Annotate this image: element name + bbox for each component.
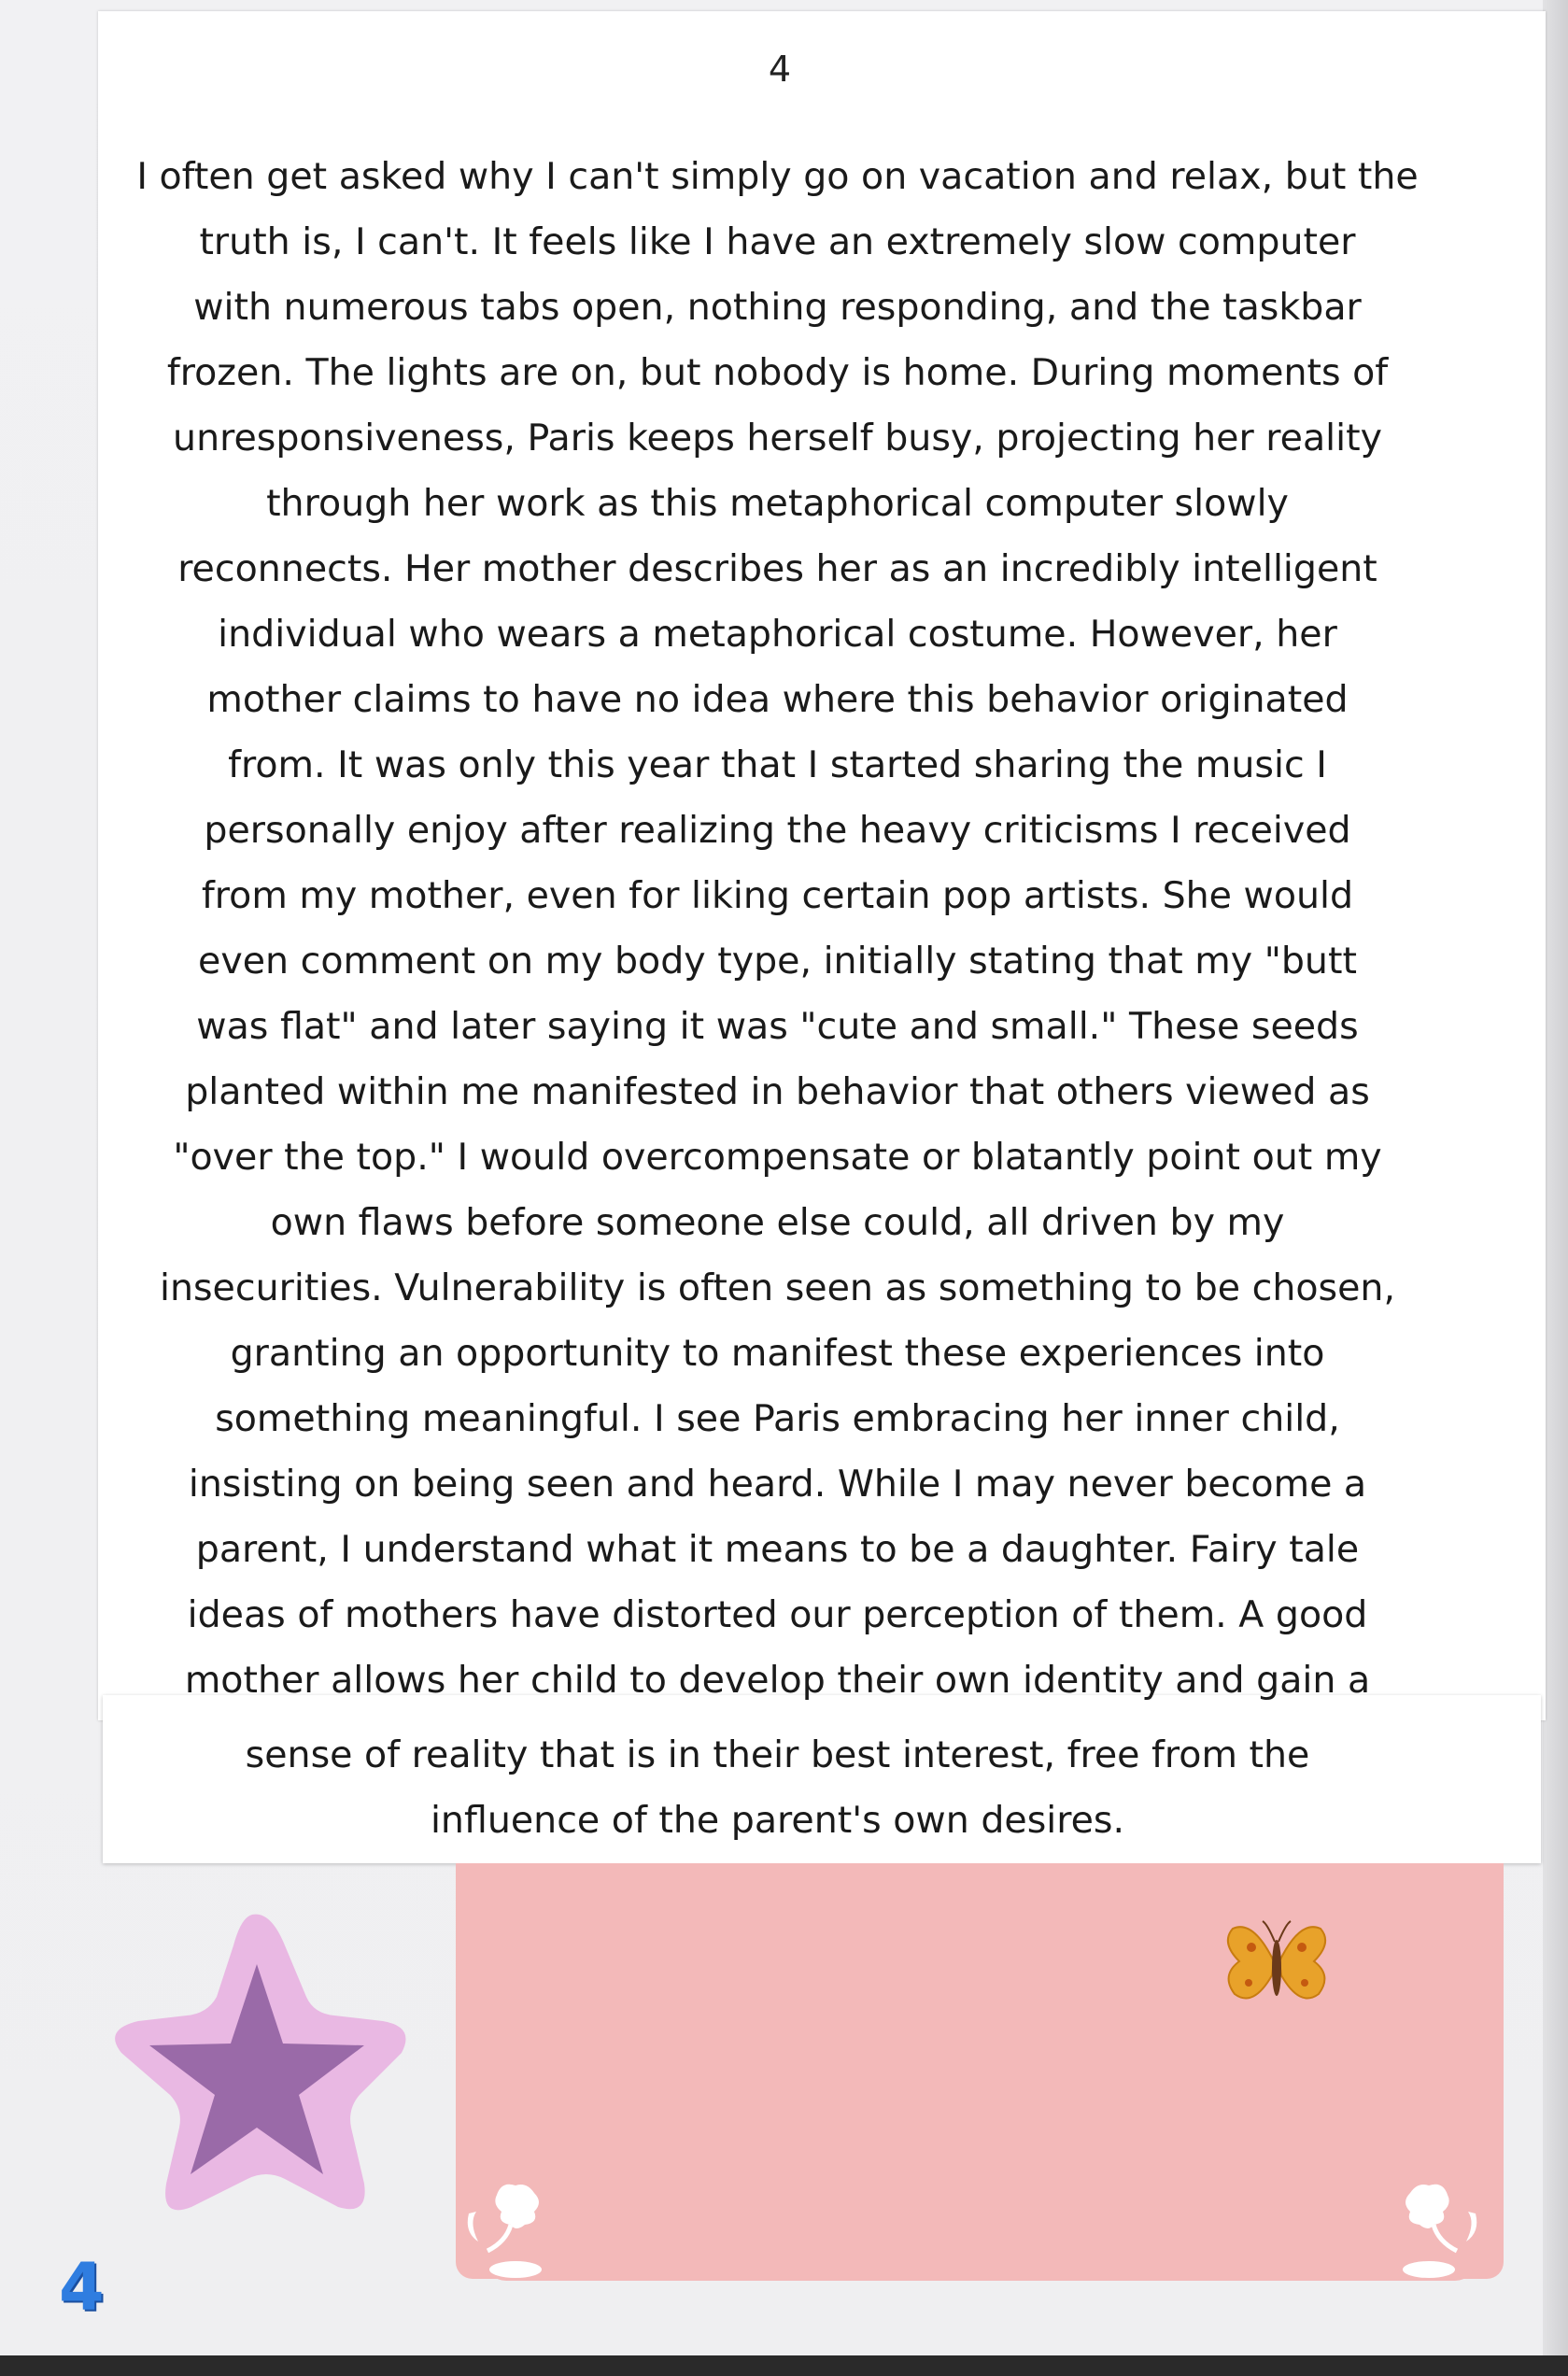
essay-line: individual who wears a metaphorical costume. However, her — [218, 613, 1337, 656]
butterfly-icon — [1216, 1910, 1337, 2022]
page-edge — [1543, 0, 1568, 2376]
essay-line: mother allows her child to develop their own identity and gain a — [184, 1659, 1371, 1702]
essay-line: ideas of mothers have distorted our perception of them. A good — [187, 1593, 1368, 1636]
flower-cutout-icon — [459, 2176, 581, 2288]
essay-line: personally enjoy after realizing the heavy criticisms I received — [204, 809, 1351, 852]
essay-line: insecurities. Vulnerability is often seen as something to be chosen, — [159, 1266, 1396, 1309]
flower-cutout-icon — [1363, 2176, 1485, 2288]
essay-line: reconnects. Her mother describes her as an incredibly intelligent — [177, 547, 1377, 590]
essay-line: truth is, I can't. It feels like I have an extremely slow computer — [199, 220, 1356, 263]
essay-line: unresponsiveness, Paris keeps herself busy, projecting her reality — [173, 417, 1382, 460]
essay-line: sense of reality that is in their best interest, free from the — [245, 1733, 1310, 1776]
essay-text — [103, 144, 1452, 1844]
essay-line: mother claims to have no idea where this behavior originated — [206, 678, 1349, 721]
essay-line: was flat" and later saying it was "cute and small." These seeds — [196, 1005, 1359, 1048]
essay-line: granting an opportunity to manifest these experiences into — [230, 1332, 1325, 1375]
essay-line: "over the top." I would overcompensate or blatantly point out my — [173, 1136, 1382, 1179]
essay-line: from. It was only this year that I started sharing the music I — [228, 743, 1327, 786]
essay-line: I often get asked why I can't simply go on vacation and relax, but the — [136, 155, 1419, 198]
essay-line: influence of the parent's own desires. — [430, 1799, 1125, 1842]
pink-card — [456, 1863, 1504, 2279]
essay-line: planted within me manifested in behavior that others viewed as — [185, 1070, 1370, 1113]
essay-line: through her work as this metaphorical computer slowly — [266, 482, 1289, 525]
essay-line: own flaws before someone else could, all driven by my — [270, 1201, 1285, 1244]
essay-line: insisting on being seen and heard. While I may never become a — [188, 1463, 1367, 1506]
scan-bottom-edge — [0, 2355, 1568, 2376]
essay-line: something meaningful. I see Paris embracing her inner child, — [215, 1397, 1340, 1440]
corner-page-number: 4 — [59, 2249, 105, 2326]
essay-line: frozen. The lights are on, but nobody is home. During moments of — [166, 351, 1389, 394]
essay-line: parent, I understand what it means to be a daughter. Fairy tale — [195, 1528, 1360, 1571]
essay-line: from my mother, even for liking certain pop artists. She would — [201, 874, 1354, 917]
essay-line: with numerous tabs open, nothing responding, and the taskbar — [193, 286, 1362, 329]
pink-card-scallop — [486, 2260, 1476, 2281]
page-number: 4 — [768, 49, 792, 90]
star-icon — [93, 1903, 420, 2221]
essay-line: even comment on my body type, initially stating that my "butt — [198, 940, 1357, 983]
